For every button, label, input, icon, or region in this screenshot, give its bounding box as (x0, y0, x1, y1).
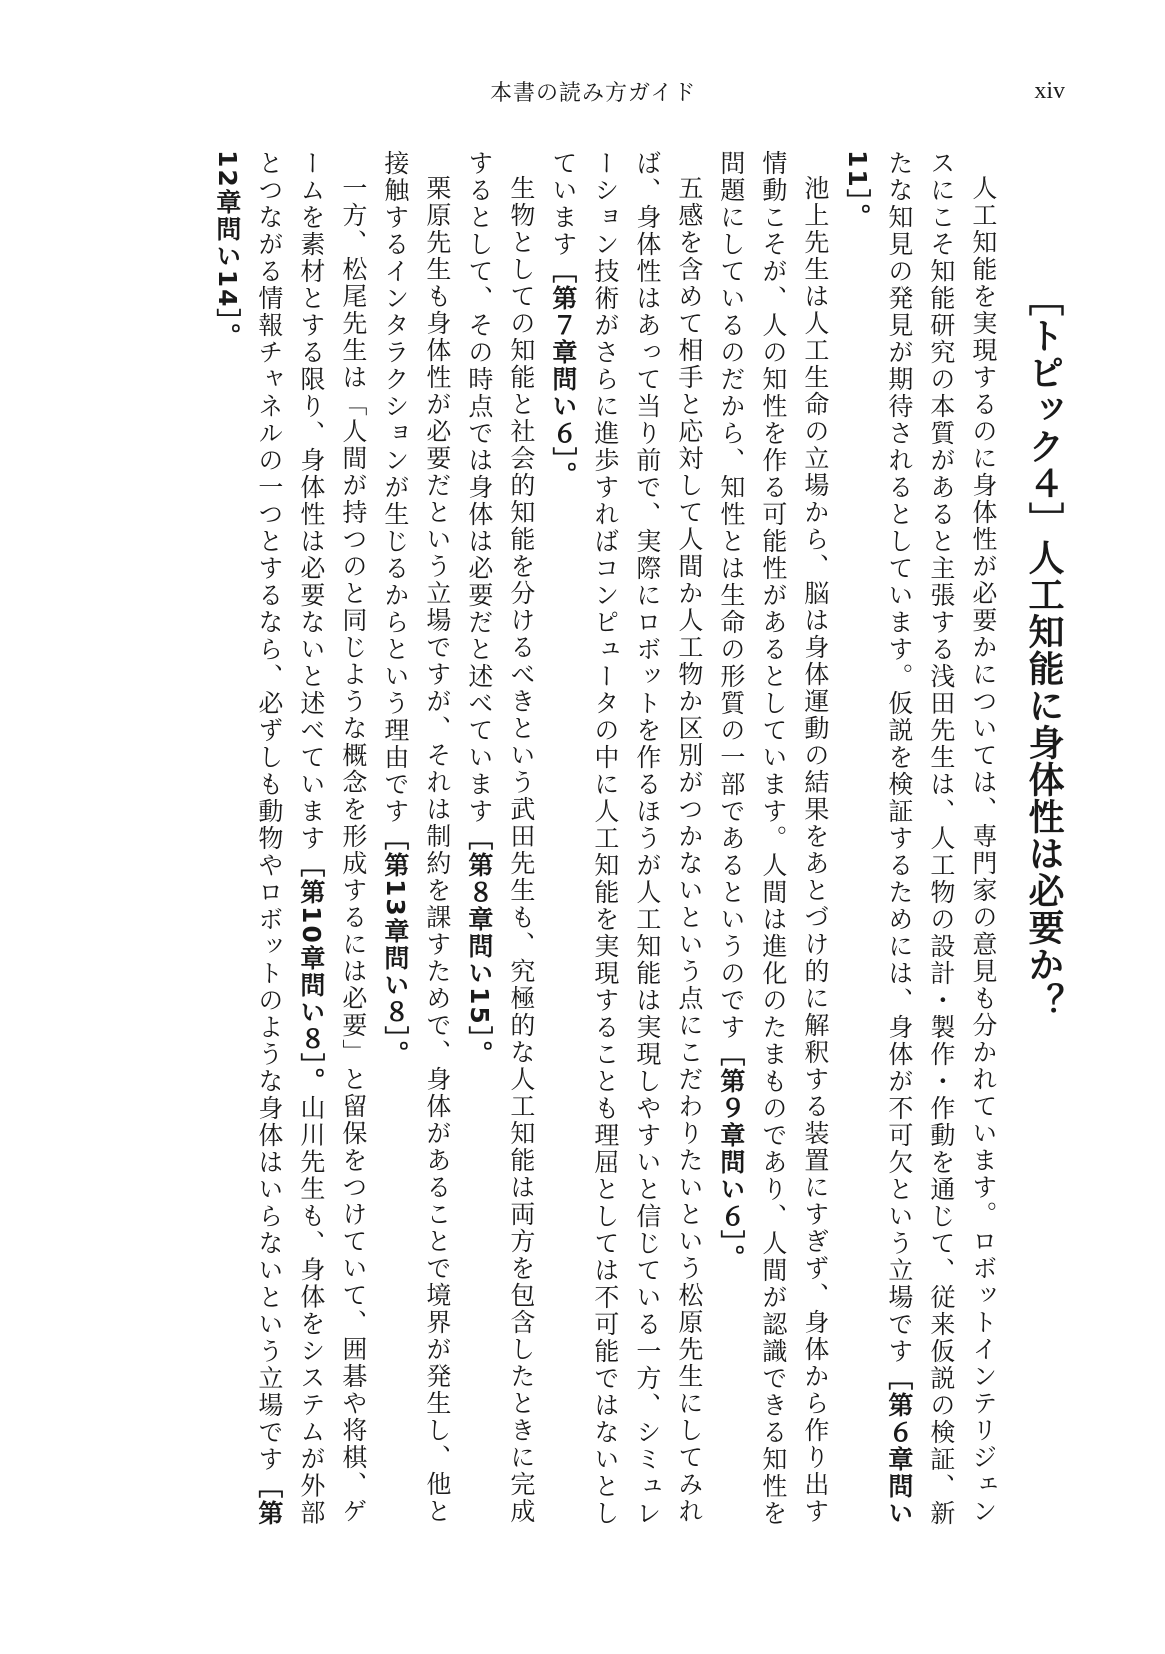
paragraph-matsubara (542, 150, 710, 1550)
page-number: xiv (1034, 78, 1065, 104)
paragraph-text: 栗原先生も身体性が必要だという立場ですが、それは制約を課すためで、身体があることで境界が発生し、他と接触するインタラクションが生じるからという理由です (380, 150, 452, 1525)
chapter-reference: ［第10章問い８］。 (296, 852, 326, 1095)
paragraph-text: 山川先生も、身体をシステムが外部とつながる情報チャネルの一つとするなら、必ずしも動物やロボットのような身体はいらないという立場です (254, 150, 326, 1527)
paragraph-matsuo-yamakawa (206, 150, 374, 1550)
topic-heading: ［トピック４］人工知能に身体性は必要か？ (1023, 280, 1064, 1020)
chapter-reference: ［第８章問い15］。 (464, 825, 494, 1068)
chapter-reference: ［第13章問い８］。 (380, 825, 410, 1068)
paragraph-kurihara (374, 150, 458, 1550)
paragraph-takeda (458, 150, 542, 1550)
paragraph-text: 一方、松尾先生は「人間が持つのと同じような概念を形成するには必要」と留保をつけていて、囲碁や将棋、ゲームを素材とする限り、身体性は必要ないと述べています (296, 150, 368, 1525)
paragraph-text: 五感を含めて相手と応対して人間か人工物か区別がつかないという点にこだわりたいという松原先生にしてみれば、身体性はあって当り前で、実際にロボットを作るほうが人工知能は実現しやすいと信じている一方、シミュレーション技術がさらに進歩すればコンピュータの中に人工知能を実現することも理屈としては不可能ではないとしています (548, 150, 704, 1527)
running-header: 本書の読み方ガイド (490, 81, 697, 106)
main-text (105, 150, 1105, 1550)
paragraph-ikegami (710, 150, 836, 1550)
paragraph-asada (836, 150, 1004, 1550)
chapter-reference: ［第６章問い11］。 (842, 150, 914, 1527)
chapter-reference: ［第７章問い６］。 (548, 258, 578, 489)
paragraph-text: 生物としての知能と社会的知能を分けるべきという武田先生も、究極的な人工知能は両方を包含したときに完成するとして、その時点では身体は必要だと述べています (464, 150, 536, 1525)
chapter-reference: ［第12章問い14］。 (212, 150, 284, 1527)
paragraph-text: 人工知能を実現するのに身体性が必要かについては、専門家の意見も分かれています。ロボットインテリジェンスにこそ知能研究の本質があると主張する浅田先生は、人工物の設計・製作・作動を通じて、従来仮説の検証、新たな知見の発見が期待されるとしています。仮説を検証するためには、身体が不可欠という立場です (884, 150, 998, 1527)
paragraph-text: 池上先生は人工生命の立場から、脳は身体運動の結果をあとづけ的に解釈する装置にすぎず、身体から作り出す情動こそが、人の知性を作る可能性があるとしています。人間は進化のたまものであり、人間が認識できる知性を問題にしているのだから、知性とは生命の形質の一部であるというのです (716, 150, 830, 1527)
chapter-reference: ［第９章問い６］。 (716, 1041, 746, 1272)
